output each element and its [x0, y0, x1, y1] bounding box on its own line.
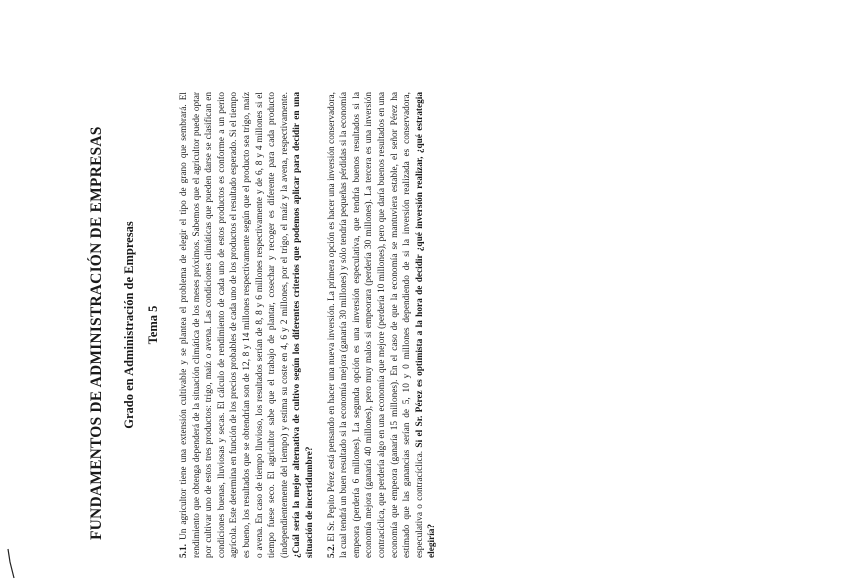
problem-question: Si el Sr. Pérez es optimista a la hora de decidir ¿qué inversión realizar, ¿qué estrategia elegiría? — [414, 92, 438, 558]
document-title: FUNDAMENTOS DE ADMINISTRACIÓN DE EMPRESAS — [88, 126, 105, 540]
problem-question: ¿Cuál sería la mejor alternativa de cultivo según los diferentes criterios que podemos aplicar para decidir en una situación de incertidumbre? — [292, 92, 315, 558]
problem-number: 5.1. — [179, 544, 189, 558]
rotated-content — [82, 90, 602, 560]
document-subtitle: Grado en Administración de Empresas — [122, 221, 136, 429]
problem-body: El Sr. Pepito Pérez está pensando en hacer una nueva inversión. La primera opción es hacer una inversión conservadora, la cual tendrá un buen resultado si la economía mejora (ganaría 30 millones) y sólo tendría pequeñas pérdidas si la economía empeora (perdería 6 millones). La segunda opción es una inversión especulativa, que tendría buenos resultados si la economía mejora (ganaría 40 millones), pero muy malos si empeorara (perdería 30 millones). La tercera es una inversión contracíclica, que perdería algo en una economía que mejore (perdería 10 millones), pero que daría buenos resultados en una economía que empeora (ganaría 15 millones). En el caso de que la economía se mantuviera estable, el señor Pérez ha estimado que las ganancias serían de 5, 10 y 0 millones dependiendo de si la inversión realizada es conservadora, especulativa o contracíclica. — [326, 92, 425, 558]
problem-5-1 — [178, 90, 317, 560]
problem-5-2 — [326, 90, 439, 560]
section-heading: Tema 5 — [146, 305, 160, 345]
problem-body: Un agricultor tiene una extensión cultivable y se plantea el problema de elegir el tipo de grano que sembrará. El rendimiento que obtenga dependerá de la situación climática de los meses próximos. Sabemos que el agricultor puede optar por cultivar uno de estos tres productos: trigo, maíz o avena. Las condiciones climáticas que pueden darse se clasifican en condiciones buenas, lluviosas y secas. El cálculo de rendimiento de cada uno de estos productos es conforme a un perito agrícola. Este determina en función de los precios probables de cada uno de los productos el resultado esperado. Si el tiempo es bueno, los resultados que se obtendrían son de 12, 8 y 14 millones respectivamente según que el producto sea trigo, maíz o avena. En caso de tiempo lluvioso, los resultados serían de 8, 8 y 6 millones respectivamente y de 6, 8 y 4 millones si el tiempo fuese seco. El agricultor sabe que el trabajo de plantar, cosechar y recoger es diferente para cada producto (independientemente del tiempo) y estima su coste en 4, 6 y 2 millones, por el trigo, el maíz y la avena, respectivamente. — [179, 92, 290, 558]
problem-number: 5.2. — [326, 544, 337, 558]
scan-mark-icon — [6, 548, 16, 580]
